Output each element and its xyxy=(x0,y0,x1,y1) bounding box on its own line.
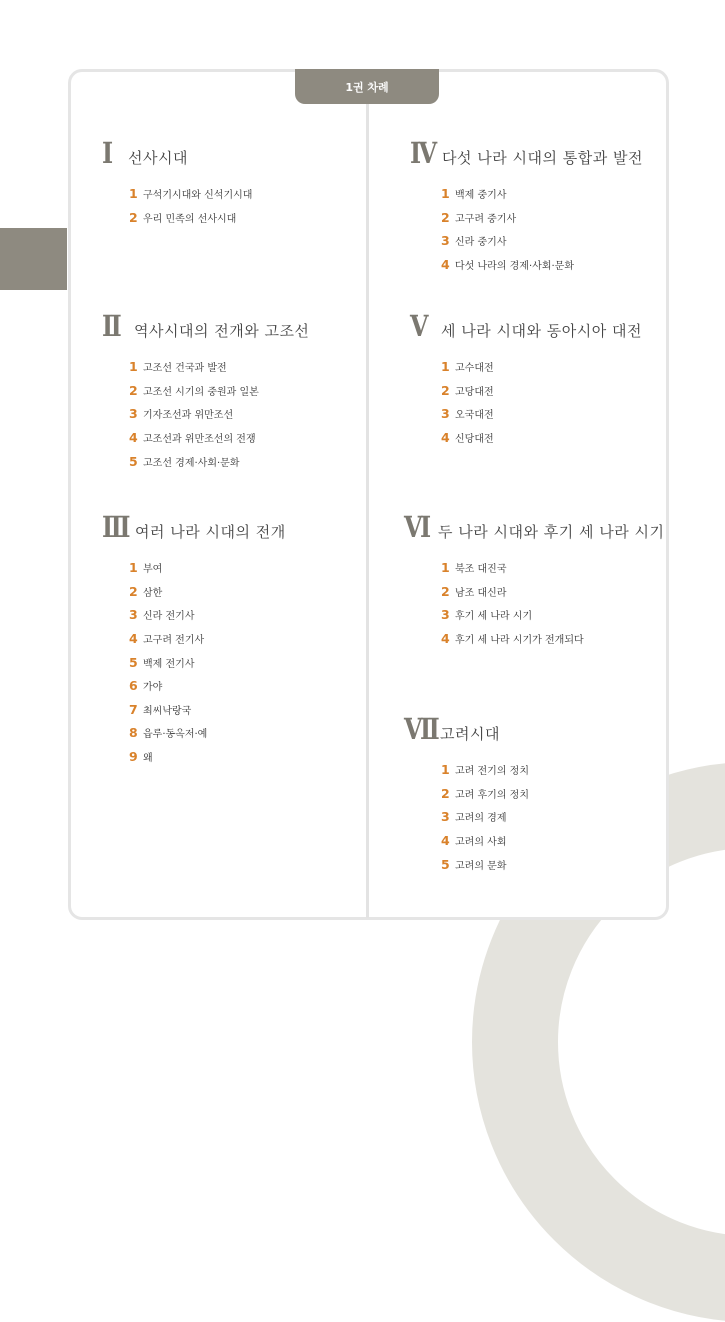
item-text: 후기 세 나라 시기가 전개되다 xyxy=(455,635,584,647)
item-text: 북조 대진국 xyxy=(455,564,507,576)
item-text: 고려의 문화 xyxy=(455,860,507,872)
toc-item[interactable] xyxy=(441,580,664,604)
item-text: 고조선 시기의 중원과 일본 xyxy=(143,386,259,398)
section-items xyxy=(404,758,529,876)
item-number: 4 xyxy=(441,631,450,647)
toc-item[interactable] xyxy=(129,674,286,698)
item-number: 2 xyxy=(129,209,138,225)
toc-item[interactable] xyxy=(129,721,286,745)
section-items xyxy=(102,556,286,768)
section-items xyxy=(404,556,664,650)
toc-item[interactable] xyxy=(129,206,252,230)
section-4 xyxy=(410,136,643,276)
item-number: 1 xyxy=(129,359,138,375)
toc-item[interactable] xyxy=(129,698,286,722)
item-text: 고구려 중기사 xyxy=(455,213,517,225)
section-items xyxy=(410,182,643,276)
item-text: 신라 전기사 xyxy=(143,611,195,623)
item-number: 1 xyxy=(129,560,138,576)
item-number: 1 xyxy=(441,186,450,202)
item-text: 부여 xyxy=(143,564,163,576)
toc-item[interactable] xyxy=(129,379,309,403)
toc-item[interactable] xyxy=(441,182,643,206)
item-number: 2 xyxy=(441,583,450,599)
item-number: 5 xyxy=(441,856,450,872)
item-text: 백제 전기사 xyxy=(143,658,195,670)
item-number: 3 xyxy=(441,607,450,623)
item-text: 왜 xyxy=(143,753,153,765)
section-numeral: VII xyxy=(404,712,438,746)
toc-item[interactable] xyxy=(129,556,286,580)
item-number: 3 xyxy=(441,233,450,249)
item-number: 2 xyxy=(441,209,450,225)
item-number: 3 xyxy=(441,809,450,825)
item-text: 고려의 경제 xyxy=(455,813,507,825)
section-2 xyxy=(102,309,310,473)
item-number: 4 xyxy=(129,430,138,446)
section-numeral: II xyxy=(102,309,120,343)
item-number: 5 xyxy=(129,453,138,469)
section-title: 선사시대 xyxy=(128,149,188,167)
toc-item[interactable] xyxy=(441,852,529,876)
item-text: 다섯 나라의 경제·사회·문화 xyxy=(455,261,574,273)
item-number: 8 xyxy=(129,725,138,741)
item-number: 4 xyxy=(129,631,138,647)
item-text: 우리 민족의 선사시대 xyxy=(143,213,237,225)
section-title: 역사시대의 전개와 고조선 xyxy=(134,322,310,340)
toc-item[interactable] xyxy=(129,449,309,473)
item-number: 3 xyxy=(129,406,138,422)
section-1 xyxy=(102,136,253,229)
item-text: 남조 대신라 xyxy=(455,587,507,599)
item-text: 고려 후기의 정치 xyxy=(455,789,529,801)
section-numeral: I xyxy=(102,136,111,170)
item-text: 신당대전 xyxy=(455,434,494,446)
item-number: 2 xyxy=(129,583,138,599)
toc-item[interactable] xyxy=(129,426,309,450)
toc-item[interactable] xyxy=(129,580,286,604)
toc-item[interactable] xyxy=(441,758,529,782)
toc-item[interactable] xyxy=(441,426,642,450)
item-text: 오국대전 xyxy=(455,410,494,422)
toc-header: 1권 차례 xyxy=(295,69,439,104)
item-text: 고조선 경제·사회·문화 xyxy=(143,457,240,469)
section-numeral: VI xyxy=(404,510,429,544)
item-text: 백제 중기사 xyxy=(455,190,507,202)
toc-item[interactable] xyxy=(129,355,309,379)
toc-item[interactable] xyxy=(441,229,643,253)
toc-item[interactable] xyxy=(441,805,529,829)
item-number: 4 xyxy=(441,430,450,446)
item-text: 신라 중기사 xyxy=(455,237,507,249)
item-number: 4 xyxy=(441,833,450,849)
section-numeral: V xyxy=(410,309,427,343)
toc-item[interactable] xyxy=(129,745,286,769)
toc-item[interactable] xyxy=(441,556,664,580)
item-number: 1 xyxy=(441,560,450,576)
section-numeral: III xyxy=(102,510,128,544)
section-items xyxy=(102,355,309,473)
item-number: 2 xyxy=(129,382,138,398)
toc-item[interactable] xyxy=(441,253,643,277)
item-text: 읍루·동옥저·예 xyxy=(143,729,208,741)
item-text: 고조선 건국과 발전 xyxy=(143,363,227,375)
item-number: 4 xyxy=(441,257,450,273)
item-number: 5 xyxy=(129,654,138,670)
toc-item[interactable] xyxy=(129,402,309,426)
item-number: 1 xyxy=(129,186,138,202)
section-numeral: IV xyxy=(410,136,435,170)
item-number: 1 xyxy=(441,762,450,778)
item-text: 고조선과 위만조선의 전쟁 xyxy=(143,434,256,446)
section-6 xyxy=(404,510,665,650)
item-number: 3 xyxy=(441,406,450,422)
toc-item[interactable] xyxy=(441,782,529,806)
item-text: 고수대전 xyxy=(455,363,494,375)
section-3 xyxy=(102,510,286,768)
item-text: 삼한 xyxy=(143,587,163,599)
item-text: 기자조선과 위만조선 xyxy=(143,410,234,422)
item-text: 구석기시대와 신석기시대 xyxy=(143,190,253,202)
toc-item[interactable] xyxy=(441,206,643,230)
toc-item[interactable] xyxy=(129,627,286,651)
column-divider xyxy=(366,104,369,918)
section-title: 세 나라 시대와 동아시아 대전 xyxy=(441,322,642,340)
side-tab-marker xyxy=(0,228,67,290)
item-text: 고려의 사회 xyxy=(455,837,507,849)
toc-item[interactable] xyxy=(441,627,664,651)
toc-item[interactable] xyxy=(441,603,664,627)
toc-item[interactable] xyxy=(441,355,642,379)
section-items xyxy=(410,355,642,449)
item-number: 2 xyxy=(441,785,450,801)
item-number: 9 xyxy=(129,749,138,765)
item-text: 후기 세 나라 시기 xyxy=(455,611,533,623)
item-number: 3 xyxy=(129,607,138,623)
item-text: 고려 전기의 정치 xyxy=(455,766,529,778)
item-number: 6 xyxy=(129,678,138,694)
toc-item[interactable] xyxy=(129,603,286,627)
item-text: 고구려 전기사 xyxy=(143,635,205,647)
section-items xyxy=(102,182,252,229)
toc-item[interactable] xyxy=(441,829,529,853)
section-title: 다섯 나라 시대의 통합과 발전 xyxy=(442,149,643,167)
item-number: 7 xyxy=(129,701,138,717)
toc-item[interactable] xyxy=(129,182,252,206)
section-title: 여러 나라 시대의 전개 xyxy=(135,523,286,541)
item-text: 가야 xyxy=(143,682,163,694)
section-title: 고려시대 xyxy=(440,725,500,743)
section-5 xyxy=(410,309,642,449)
toc-item[interactable] xyxy=(129,650,286,674)
toc-item[interactable] xyxy=(441,402,642,426)
section-7 xyxy=(404,712,529,876)
toc-item[interactable] xyxy=(441,379,642,403)
section-title: 두 나라 시대와 후기 세 나라 시기 xyxy=(438,523,665,541)
item-number: 2 xyxy=(441,382,450,398)
item-text: 고당대전 xyxy=(455,386,494,398)
item-number: 1 xyxy=(441,359,450,375)
item-text: 최씨낙랑국 xyxy=(143,705,192,717)
